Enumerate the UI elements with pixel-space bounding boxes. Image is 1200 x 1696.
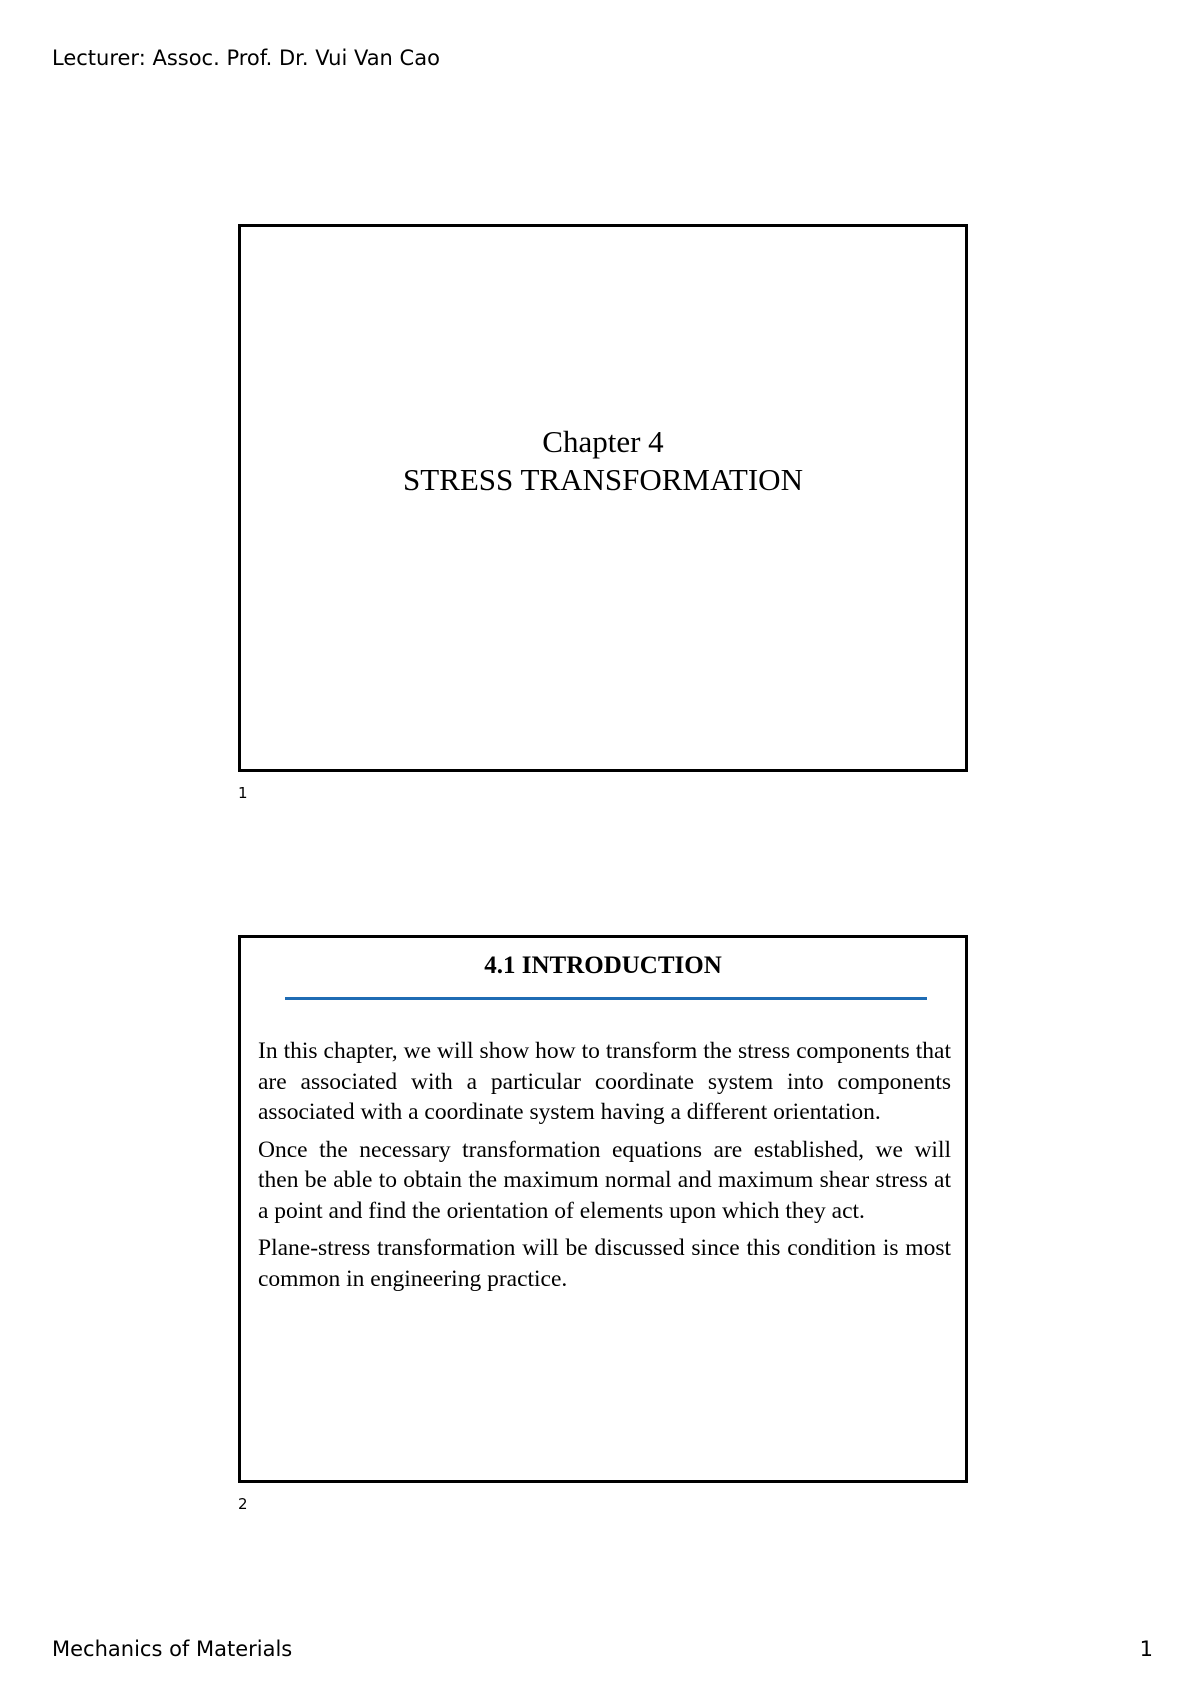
slide-2 (238, 935, 968, 1483)
page-number: 1 (1139, 1637, 1153, 1661)
chapter-title: STRESS TRANSFORMATION (403, 462, 803, 497)
heading-underline (285, 997, 927, 1000)
course-footer: Mechanics of Materials (52, 1637, 293, 1661)
chapter-number: Chapter 4 (542, 424, 664, 459)
slide-number: 2 (238, 1495, 248, 1513)
body-paragraph: Once the necessary transformation equations are established, we will then be able to obtain the maximum normal and maximum shear stress at a point and find the orientation of elements upon which they act. (258, 1136, 951, 1224)
slide-title (241, 423, 965, 499)
section-heading: 4.1 INTRODUCTION (484, 952, 722, 979)
body-paragraph: In this chapter, we will show how to transform the stress components that are associated with a particular coordinate system into components associated with a coordinate system having a different orientation. (258, 1038, 951, 1125)
slide-number: 1 (238, 784, 248, 802)
body-paragraph: Plane-stress transformation will be discussed since this condition is most common in engineering practice. (258, 1235, 951, 1292)
lecturer-header: Lecturer: Assoc. Prof. Dr. Vui Van Cao (52, 46, 440, 70)
slide-body (258, 1036, 951, 1301)
slide-1 (238, 224, 968, 772)
